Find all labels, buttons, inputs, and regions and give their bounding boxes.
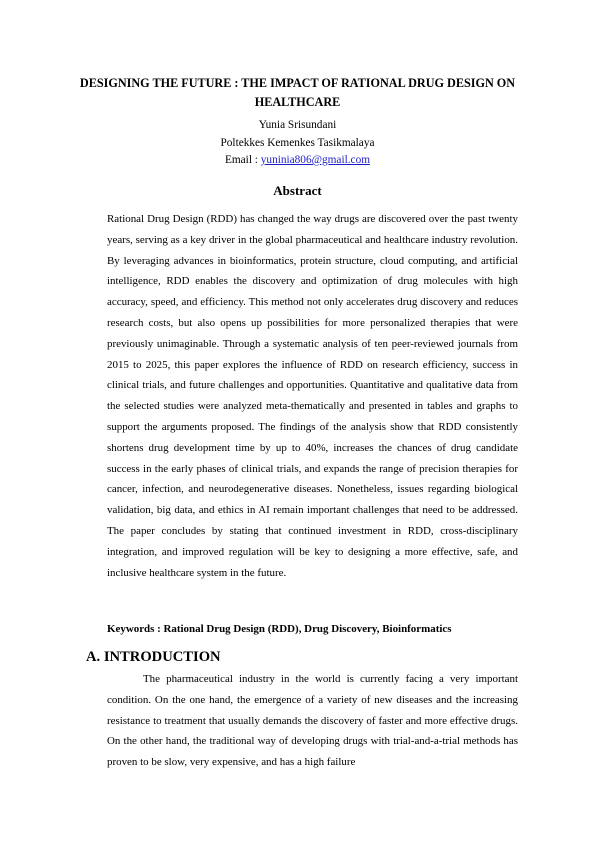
author-name: Yunia Srisundani xyxy=(258,119,337,131)
email-label: Email : xyxy=(224,154,261,166)
keywords: Keywords : Rational Drug Design (RDD), Drug Discovery, Bioinformatics xyxy=(107,623,452,635)
email-link[interactable]: yuninia806@gmail.com xyxy=(260,154,371,166)
author-affiliation: Poltekkes Kemenkes Tasikmalaya xyxy=(220,136,375,149)
paper-title: DESIGNING THE FUTURE : THE IMPACT OF RATIONAL DRUG DESIGN ON HEALTHCARE xyxy=(79,76,516,109)
author-email-line xyxy=(120,152,475,170)
introduction-text: The pharmaceutical industry in the world is currently facing a very important condition. On the one hand, the emergence of a variety of new diseases and the increasing resistance to treatment that usually demands the discovery of faster and more effective drugs. On the other hand, the traditional way of developing drugs with trial-and-a-trial methods has proven to be slow, very expensive, and has a high failure xyxy=(107,673,518,769)
author-block xyxy=(120,117,475,170)
abstract-heading: Abstract xyxy=(273,183,322,198)
introduction-heading: A. INTRODUCTION xyxy=(86,649,221,665)
abstract-text: Rational Drug Design (RDD) has changed the way drugs are discovered over the past twenty years, serving as a key driver in the global pharmaceutical and healthcare industry revolution. By leveraging advances in bioinformatics, protein structure, cloud computing, and artificial intelligence, RDD enables the discovery and optimization of drug molecules with high accuracy, speed, and efficiency. This method not only accelerates drug discovery and reduces research costs, but also opens up possibilities for more personalized therapies that were previously unimaginable. Through a systematic analysis of ten peer-reviewed journals from 2015 to 2025, this paper explores the influence of RDD on research efficiency, success in clinical trials, and future challenges and opportunities. Quantitative and qualitative data from the selected studies were analyzed meta-thematically and presented in tables and graphs to support the arguments proposed. The findings of the analysis show that RDD consistently shortens drug development time by up to 40%, increases the chances of drug candidate success in the early phases of clinical trials, and expands the range of precision therapies for cancer, infection, and neurodegenerative diseases. Nonetheless, issues regarding biological validation, big data, and ethics in AI remain important challenges that need to be addressed. The paper concludes by stating that continued investment in RDD, cross-disciplinary integration, and improved regulation will be key to designing a more effective, safe, and inclusive healthcare system in the future. xyxy=(107,213,518,579)
